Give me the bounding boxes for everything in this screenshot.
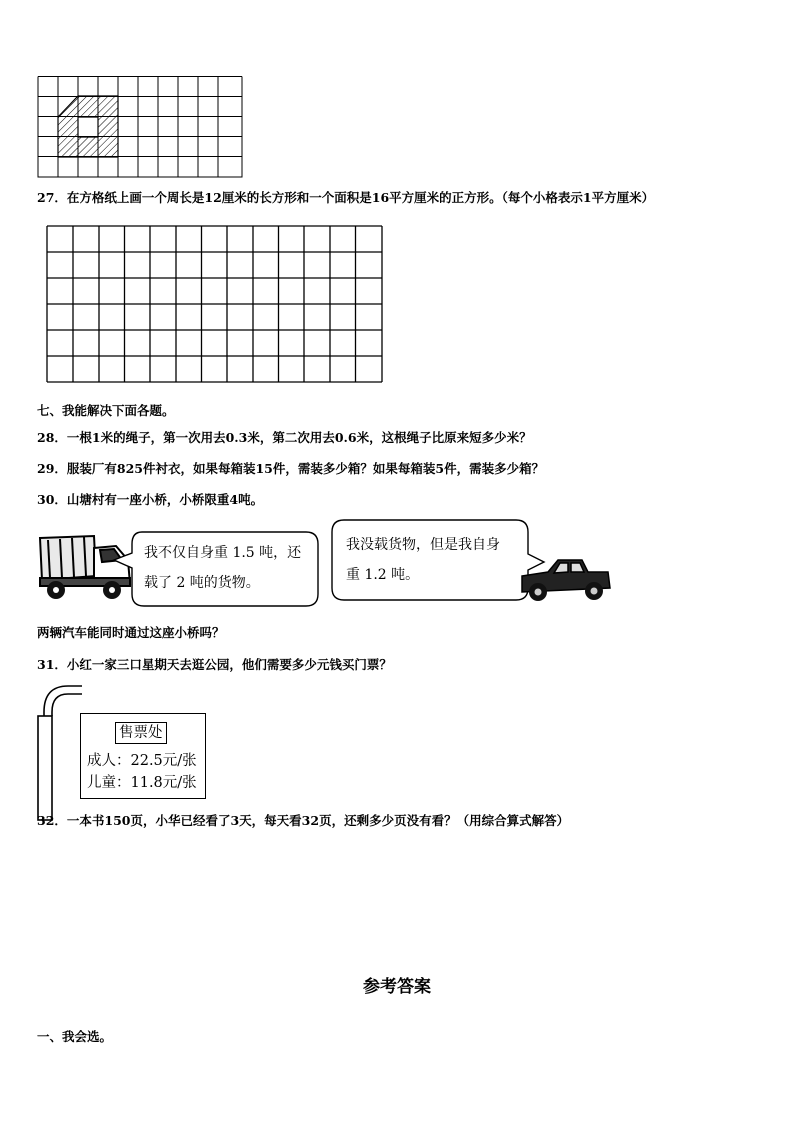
section-7-heading: 七、我能解决下面各题。 (37, 403, 175, 418)
question-30: 30．山塘村有一座小桥，小桥限重4吨。 (37, 492, 264, 507)
car-bubble-line-2: 重 1.2 吨。 (346, 567, 420, 583)
question-27: 27．在方格纸上画一个周长是12厘米的长方形和一个面积是16平方厘米的正方形。（每个小格表示1平方厘米） (37, 190, 655, 205)
ticket-sign (80, 713, 206, 799)
hatched-shape (58, 96, 118, 157)
car-illustration (518, 554, 612, 604)
child-ticket-price: 儿童：11.8元/张 (87, 775, 197, 791)
question-30-followup: 两辆汽车能同时通过这座小桥吗？ (37, 625, 225, 640)
question-28: 28．一根1米的绳子，第一次用去0.3米，第二次用去0.6米，这根绳子比原来短多少米？ (37, 430, 532, 445)
question-32: 32．一本书150页，小华已经看了3天，每天看32页，还剩多少页没有看？（用综合算式解答） (37, 813, 570, 828)
car-speech-bubble (346, 530, 526, 590)
question-29: 29．服装厂有825件衬衣，如果每箱装15件，需装多少箱？如果每箱装5件，需装多少箱？ (37, 461, 545, 476)
drawing-grid[interactable] (46, 225, 384, 383)
adult-ticket-price: 成人：22.5元/张 (87, 753, 197, 769)
answers-title: 参考答案 (363, 977, 431, 997)
question-31: 31．小红一家三口星期天去逛公园，他们需要多少元钱买门票？ (37, 657, 392, 672)
car-bubble-line-1: 我没载货物，但是我自身 (346, 537, 500, 553)
truck-bubble-line-2: 载了 2 吨的货物。 (144, 575, 260, 591)
answers-section-1: 一、我会选。 (37, 1029, 113, 1044)
truck-bubble-line-1: 我不仅自身重 1.5 吨，还 (144, 545, 302, 561)
truck-speech-bubble (144, 538, 314, 598)
shape-grid-figure (36, 76, 246, 178)
ticket-office-label: 售票处 (115, 722, 167, 744)
